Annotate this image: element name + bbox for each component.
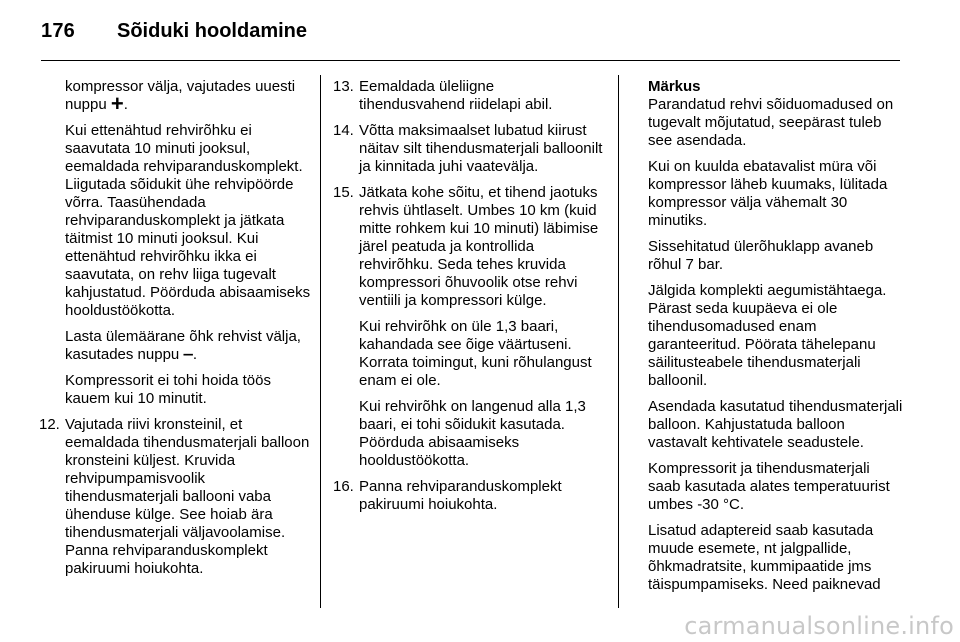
- item-text: Vajutada riivi kronsteinil, et eemaldada tihendusmaterjali balloon kronsteini küljest. Kruvida rehvipumpamisvoolik tihendusmaterjali ballooni vaba ühenduse külge. See hoiab ära tihendusmaterjali väljavoolamise. Panna rehviparanduskomplekt pakiruumi hoiukohta.: [65, 416, 310, 577]
- item-text: Jätkata kohe sõitu, et tihend jaotuks rehvis ühtlaselt. Umbes 10 km (kuid mitte rohkem kui 10 minuti) läbimise järel peatuda ja kontrollida rehvirõhku. Seda tehes kruvida kompressori õhuvoolik otse rehvi ventiili ja kompressori külge.: [359, 184, 599, 309]
- paragraph-text: .: [123, 96, 128, 113]
- page-title: Sõiduki hooldamine: [117, 20, 308, 42]
- header-rule: [41, 60, 900, 61]
- note-paragraph: Kompressorit ja tihendusmaterjali saab kasutada alates temperatuurist umbes -30 °C.: [648, 460, 890, 513]
- note-paragraph: Asendada kasutatud tihendusmaterjali balloon. Kahjustatuda balloon vastavalt kehtivatele seadustele.: [648, 398, 903, 451]
- note-paragraph: Parandatud rehvi sõiduomadused on tugevalt mõjutatud, seepärast tuleb see asendada.: [648, 96, 894, 149]
- item-number: 12.: [39, 416, 60, 433]
- column-divider: [320, 75, 321, 608]
- item-number: 15.: [333, 184, 354, 201]
- item-text: Võtta maksimaalset lubatud kiirust näitav silt tihendusmaterjali balloonilt ja kinnitada juhi vaatevälja.: [359, 122, 603, 175]
- item-number: 16.: [333, 478, 354, 495]
- list-item-16: [335, 478, 603, 514]
- item-number: 14.: [333, 122, 354, 139]
- continued-paragraph: [41, 78, 316, 114]
- paragraph: Kompressorit ei tohi hoida töös kauem kui 10 minutit.: [65, 372, 271, 407]
- note-title: Märkus: [648, 78, 701, 95]
- item-text: Kui rehvirõhk on üle 1,3 baari, kahandada see õige väärtuseni. Korrata toimingut, kuni rõhulangust enam ei ole.: [359, 318, 592, 389]
- watermark: carmanualsonline.info: [684, 612, 954, 640]
- page-number: 176: [41, 20, 75, 42]
- note-paragraph: Kui on kuulda ebatavalist müra või kompressor läheb kuumaks, lülitada kompressor välja vähemalt 30 minutiks.: [648, 158, 888, 229]
- right-column: [648, 78, 904, 602]
- minus-icon: ‒: [183, 344, 193, 363]
- column-divider: [618, 75, 619, 608]
- item-text: Panna rehviparanduskomplekt pakiruumi hoiukohta.: [359, 478, 562, 513]
- list-item-12: [41, 416, 316, 578]
- paragraph: Kui ettenähtud rehvirõhku ei saavutata 10 minuti jooksul, eemaldada rehviparanduskomplekt. Liigutada sõidukit ühe rehvipöörde võrra. Taasühendada rehviparanduskomplekt ja jätkata täitmist 10 minuti jooksul. Kui ettenähtud rehvirõhku ikka ei saavutata, on rehv liiga tugevalt kahjustatud. Pöörduda abisaamiseks hooldustöökotta.: [65, 122, 311, 319]
- list-item-15: [335, 184, 603, 470]
- note-paragraph: Jälgida komplekti aegumistähtaega. Pärast seda kuupäeva ei ole tihendusomadused enam garanteeritud. Pöörata tähelepanu säilitusteabele tihendusmaterjali balloonil.: [648, 282, 887, 389]
- left-column: [41, 78, 316, 586]
- list-item-13: [335, 78, 603, 114]
- paragraph-text: .: [192, 346, 198, 363]
- item-text: Kui rehvirõhk on langenud alla 1,3 baari, ei tohi sõidukit kasutada. Pöörduda abisaamiseks hooldustöökotta.: [359, 398, 586, 469]
- note-paragraph: Sissehitatud ülerõhuklapp avaneb rõhul 7 bar.: [648, 238, 874, 273]
- paragraph: [41, 328, 316, 364]
- paragraph-text: Lasta ülemäärane õhk rehvist välja, kasutades nuppu: [65, 328, 301, 363]
- plus-icon: +: [110, 91, 124, 116]
- item-number: 13.: [333, 78, 354, 95]
- paragraph-text: kompressor välja, vajutades uuesti nuppu: [65, 78, 296, 113]
- list-item-14: [335, 122, 603, 176]
- middle-column: [335, 78, 603, 522]
- page-header: [0, 0, 960, 62]
- note-paragraph: Lisatud adaptereid saab kasutada muude esemete, nt jalgpallide, õhkmadratsite, kummipaatide jms täispumpamiseks. Need paiknevad: [648, 522, 881, 593]
- item-text: Eemaldada üleliigne tihendusvahend riidelapi abil.: [359, 78, 553, 113]
